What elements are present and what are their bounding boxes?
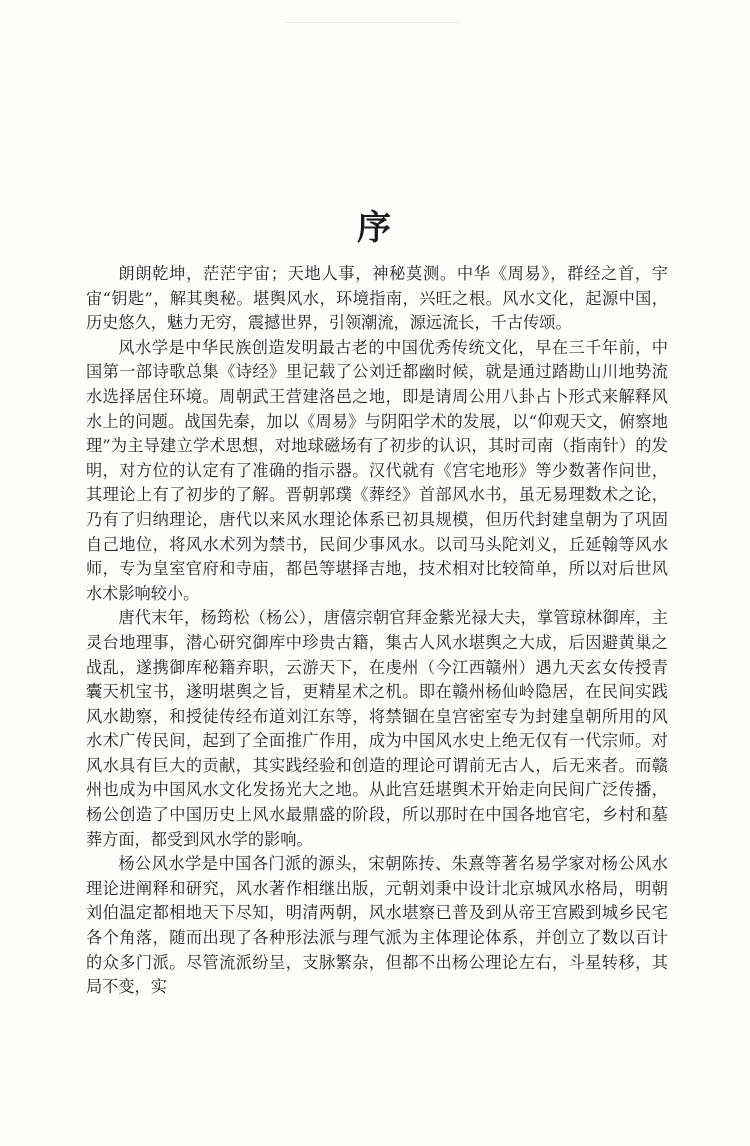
page-title: 序 [357, 208, 393, 248]
preface-body [86, 262, 668, 1000]
paragraph-4: 杨公风水学是中国各门派的源头，宋朝陈抟、朱熹等著名易学家对杨公风水理论进阐释和研究，风水著作相继出版，元朝刘秉中设计北京城风水格局，明朝刘伯温定都相地天下尽知，明清两朝，风水堪察已普及到从帝王宫殿到城乡民宅各个角落，随而出现了各种形法派与理气派为主体理论体系，并创立了数以百计的众多门派。尽管流派纷呈，支脉繁杂，但都不出杨公理论左右，斗星转移，其局不变，实 [86, 854, 668, 997]
paragraph-1: 朗朗乾坤，茫茫宇宙；天地人事，神秘莫测。中华《周易》，群经之首，宇宙“钥匙”，解其奥秘。堪舆风水，环境指南，兴旺之根。风水文化，起源中国，历史悠久，魅力无穷，震撼世界，引领潮流，源远流长，千古传颂。 [86, 264, 668, 333]
top-scan-line [285, 22, 460, 23]
paragraph-3: 唐代末年，杨筠松（杨公），唐僖宗朝官拜金紫光禄大夫，掌管琼林御库，主灵台地理事，潜心研究御库中珍贵古籍，集古人风水堪舆之大成，后因避黄巢之战乱，遂携御库秘籍弃职，云游天下，在虔州（今江西赣州）遇九天玄女传授青囊天机宝书，遂明堪舆之旨，更精星术之机。即在赣州杨仙岭隐居，在民间实践风水勘察，和授徒传经布道刘江东等，将禁锢在皇宫密室专为封建皇朝所用的风水术广传民间，起到了全面推广作用，成为中国风水史上绝无仅有一代宗师。对风水具有巨大的贡献，其实践经验和创造的理论可谓前无古人，后无来者。而赣州也成为中国风水文化发扬光大之地。从此宫廷堪舆术开始走向民间广泛传播，杨公创造了中国历史上风水最鼎盛的阶段，所以那时在中国各地官宅，乡村和墓葬方面，都受到风水学的影响。 [86, 608, 668, 849]
paragraph-2: 风水学是中华民族创造发明最古老的中国优秀传统文化，早在三千年前，中国第一部诗歌总集《诗经》里记载了公刘迁都幽时候，就是通过踏勘山川地势流水选择居住环境。周朝武王营建洛邑之地，即是请周公用八卦占卜形式来解释风水上的问题。战国先秦，加以《周易》与阴阳学术的发展，以“仰观天文，俯察地理”为主导建立学术思想，对地球磁场有了初步的认识，其时司南（指南针）的发明，对方位的认定有了准确的指示器。汉代就有《宫宅地形》等少数著作问世，其理论上有了初步的了解。晋朝郭璞《葬经》首部风水书，虽无易理数术之论，乃有了归纳理论，唐代以来风水理论体系已初具规模，但历代封建皇朝为了巩固自己地位，将风水术列为禁书，民间少事风水。以司马头陀刘义，丘延翰等风水师，专为皇室官府和寺庙，都邑等堪择吉地，技术相对比较简单，所以对后世风水术影响较小。 [86, 337, 668, 603]
